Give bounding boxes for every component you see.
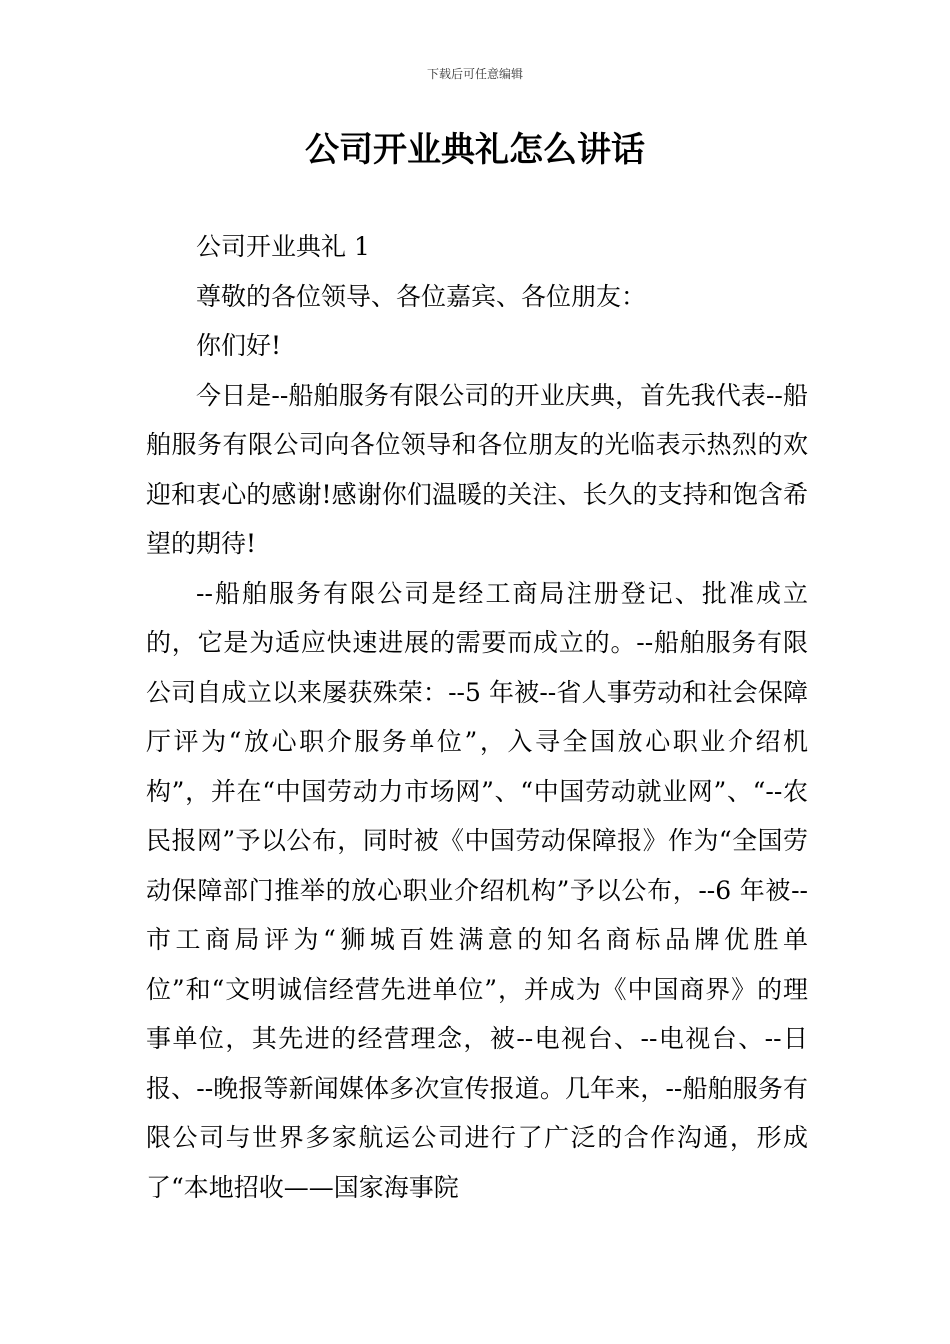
header-note: 下载后可任意编辑 [426, 67, 523, 81]
paragraph-company-intro: --船舶服务有限公司是经工商局注册登记、批准成立的，它是为适应快速进展的需要而成立的。--船舶服务有限公司自成立以来屡获殊荣：--5 年被--省人事劳动和社会保障厅评为“放心职介服务单位”，入寻全国放心职业介绍机构”，并在“中国劳动力市场网”、“中国劳动就业网”、“--农民报网”予以公布，同时被《中国劳动保障报》作为“全国劳动保障部门推举的放心职业介绍机构”予以公布，--6 年被--市工商局评为“狮城百姓满意的知名商标品牌优胜单位”和“文明诚信经营先进单位”，并成为《中国商界》的理事单位，其先进的经营理念，被--电视台、--电视台、--日报、--晚报等新闻媒体多次宣传报道。几年来，--船舶服务有限公司与世界多家航运公司进行了广泛的合作沟通，形成了“本地招收——国家海事院 [146, 578, 808, 1202]
paragraph-welcome: 今日是--船舶服务有限公司的开业庆典，首先我代表--船舶服务有限公司向各位领导和各位朋友的光临表示热烈的欢迎和衷心的感谢!感谢你们温暖的关注、长久的支持和饱含希望的期待! [146, 380, 808, 558]
paragraph-greeting: 你们好! [196, 331, 282, 360]
paragraph-salutation: 尊敬的各位领导、各位嘉宾、各位朋友： [196, 281, 647, 311]
document-title: 公司开业典礼怎么讲话 [305, 130, 645, 170]
document-body [146, 222, 808, 1212]
paragraph-section-heading: 公司开业典礼 1 [196, 232, 370, 261]
